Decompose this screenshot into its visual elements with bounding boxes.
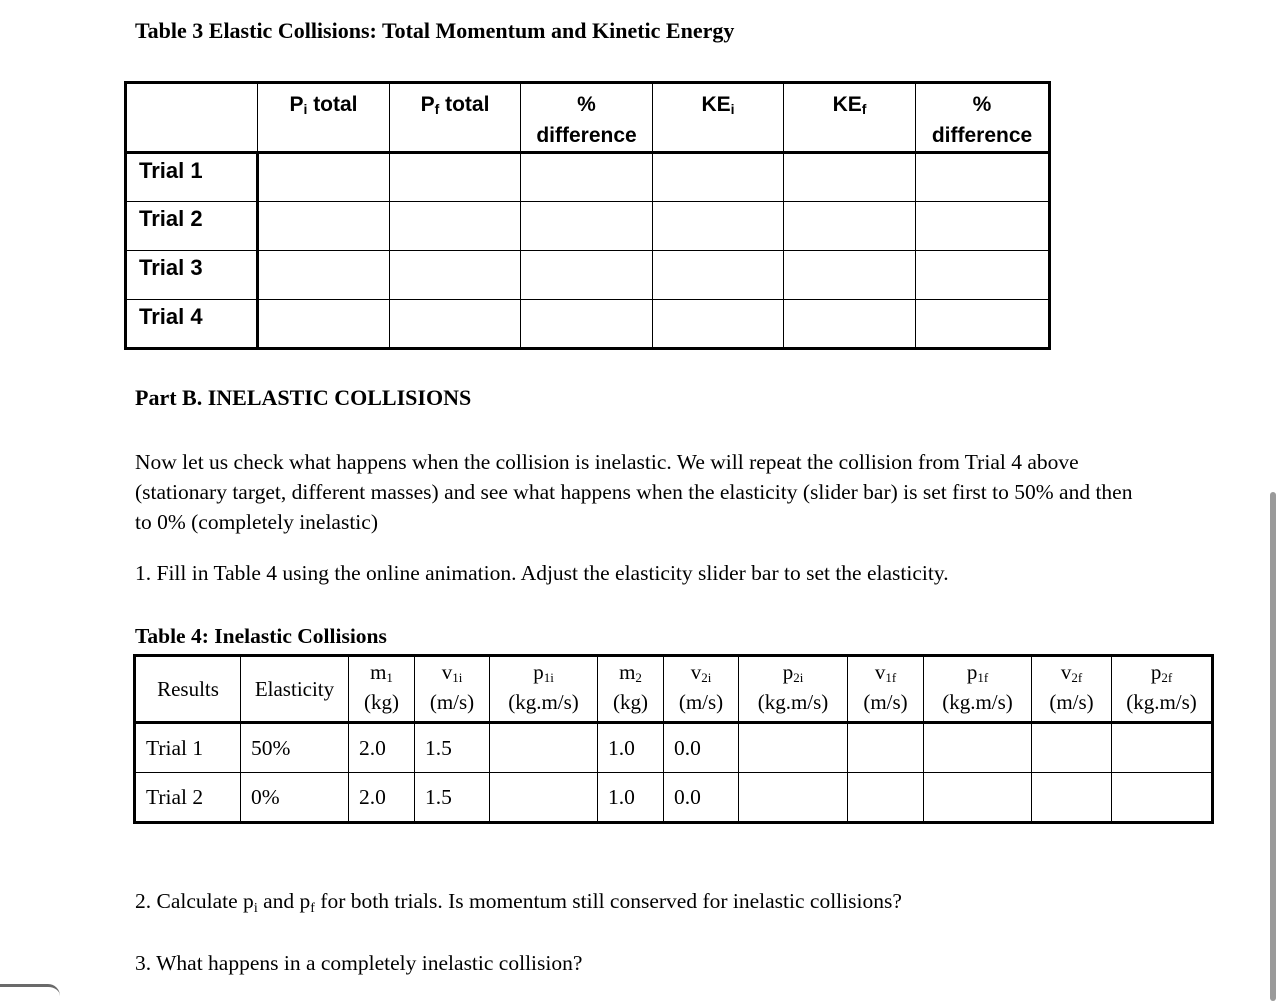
table4-cell-p2f[interactable]: [1112, 723, 1213, 773]
table4-cell-elasticity: 0%: [241, 773, 349, 823]
table4-cell-v1f[interactable]: [848, 723, 924, 773]
table3-row: [126, 300, 1050, 349]
table3-header-momentum-pct-diff: % difference: [521, 83, 653, 153]
part-b-heading: Part B. INELASTIC COLLISIONS: [135, 385, 472, 410]
table3-cell[interactable]: [521, 153, 653, 202]
table4-header-results: Results: [135, 656, 241, 723]
table4-cell-v1i: 1.5: [415, 773, 490, 823]
table4-inelastic-collisions: [133, 654, 1214, 824]
table4-cell-p1f[interactable]: [924, 723, 1032, 773]
part-b-intro-paragraph: Now let us check what happens when the collision is inelastic. We will repeat the collision from Trial 4 above (stationary target, different masses) and see what happens when the elasticity (slider bar) is set first to 50% and then to 0% (completely inelastic): [135, 450, 1133, 534]
table3-cell[interactable]: [784, 153, 916, 202]
table3-cell[interactable]: [916, 202, 1050, 251]
table3-cell[interactable]: [653, 202, 784, 251]
table4-header-elasticity: Elasticity: [241, 656, 349, 723]
table4-title: Table 4: Inelastic Collisions: [135, 624, 387, 648]
table4-header-m2: $m_2$ (kg): [598, 656, 664, 723]
table3-cell[interactable]: [258, 202, 390, 251]
table4-cell-p2i[interactable]: [739, 773, 848, 823]
question-1: 1. Fill in Table 4 using the online animation. Adjust the elasticity slider bar to set the elasticity.: [135, 561, 949, 585]
table3-cell[interactable]: [916, 251, 1050, 300]
table4-cell-p2f[interactable]: [1112, 773, 1213, 823]
table4-header-p1f: $p_{1f}$ (kg.m/s): [924, 656, 1032, 723]
table4-header-p1i: $p_{1i}$ (kg.m/s): [490, 656, 598, 723]
table3-cell[interactable]: [521, 251, 653, 300]
table4-cell-p1i[interactable]: [490, 773, 598, 823]
table3-cell[interactable]: [916, 300, 1050, 349]
table3-cell[interactable]: [653, 251, 784, 300]
table4-row-label: Trial 2: [135, 773, 241, 823]
table3-row: [126, 251, 1050, 300]
question-3: 3. What happens in a completely inelastic collision?: [135, 951, 583, 975]
table3-cell[interactable]: [390, 251, 521, 300]
table4-header-v2f: $v_{2f}$ (m/s): [1032, 656, 1112, 723]
table4-cell-m2: 1.0: [598, 723, 664, 773]
table3-row-label: Trial 2: [126, 202, 258, 251]
table4-row: [135, 773, 1213, 823]
table4-header-v1f: $v_{1f}$ (m/s): [848, 656, 924, 723]
table3-cell[interactable]: [258, 251, 390, 300]
table3-header-row: [126, 83, 1050, 153]
table3-row: [126, 153, 1050, 202]
table4-cell-p1i[interactable]: [490, 723, 598, 773]
table3-cell[interactable]: [784, 300, 916, 349]
table4-header-p2i: $p_{2i}$ (kg.m/s): [739, 656, 848, 723]
table3-header-ke-i: $KE_i$: [653, 83, 784, 153]
table3-cell[interactable]: [390, 202, 521, 251]
table3-header-ke-f: $KE_f$: [784, 83, 916, 153]
table4-header-m1: $m_1$ (kg): [349, 656, 415, 723]
table3-cell[interactable]: [653, 153, 784, 202]
table3-header-ke-pct-diff: % difference: [916, 83, 1050, 153]
table3-row-label: Trial 3: [126, 251, 258, 300]
table4-header-row: [135, 656, 1213, 723]
table3-elastic-collisions: [124, 81, 1051, 350]
table4-cell-v2i: 0.0: [664, 773, 739, 823]
table4-cell-m2: 1.0: [598, 773, 664, 823]
table4-cell-elasticity: 50%: [241, 723, 349, 773]
table3-header-pf-total: $P_f$ total: [390, 83, 521, 153]
table4-cell-p1f[interactable]: [924, 773, 1032, 823]
table3-cell[interactable]: [258, 300, 390, 349]
table4-header-v1i: $v_{1i}$ (m/s): [415, 656, 490, 723]
table4-cell-p2i[interactable]: [739, 723, 848, 773]
table3-corner-cell: [126, 83, 258, 153]
table3-title: Table 3 Elastic Collisions: Total Momentum and Kinetic Energy: [135, 18, 735, 43]
table4-cell-m1: 2.0: [349, 773, 415, 823]
table4-cell-v1f[interactable]: [848, 773, 924, 823]
table3-row: [126, 202, 1050, 251]
table4-cell-v2i: 0.0: [664, 723, 739, 773]
table3-cell[interactable]: [916, 153, 1050, 202]
question-2: 2. Calculate $p_i$ and $p_f$ for both trials. Is momentum still conserved for inelastic collisions?: [135, 889, 902, 916]
table3-cell[interactable]: [784, 251, 916, 300]
vertical-scrollbar[interactable]: [1270, 492, 1276, 1001]
table3-cell[interactable]: [653, 300, 784, 349]
table3-header-pi-total: $P_i$ total: [258, 83, 390, 153]
table3-cell[interactable]: [784, 202, 916, 251]
table3-cell[interactable]: [521, 300, 653, 349]
table3-row-label: Trial 4: [126, 300, 258, 349]
table4-cell-v2f[interactable]: [1032, 723, 1112, 773]
table4-header-p2f: $p_{2f}$ (kg.m/s): [1112, 656, 1213, 723]
table3-cell[interactable]: [390, 300, 521, 349]
table3-cell[interactable]: [258, 153, 390, 202]
table3-cell[interactable]: [521, 202, 653, 251]
table4-cell-v2f[interactable]: [1032, 773, 1112, 823]
table4-header-v2i: $v_{2i}$ (m/s): [664, 656, 739, 723]
table4-cell-m1: 2.0: [349, 723, 415, 773]
table4-row: [135, 723, 1213, 773]
table3-cell[interactable]: [390, 153, 521, 202]
table4-row-label: Trial 1: [135, 723, 241, 773]
table4-cell-v1i: 1.5: [415, 723, 490, 773]
page-corner-edge: [0, 984, 60, 1001]
table3-row-label: Trial 1: [126, 153, 258, 202]
